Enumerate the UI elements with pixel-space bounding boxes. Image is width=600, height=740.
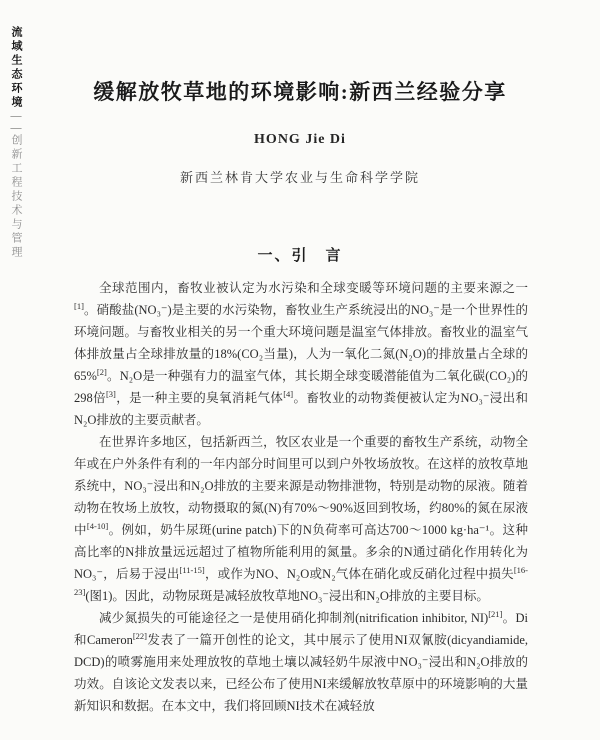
paper-title: 缓解放牧草地的环境影响:新西兰经验分享 xyxy=(93,80,507,104)
series-title-part2: 创新工程技术与管理 xyxy=(10,134,22,260)
paragraph-3: 减少氮损失的可能途径之一是使用硝化抑制剂(nitrification inhibitor, NI)[21]。Di和Cameron[22]发表了一篇开创性的论文，其中展示了使用NI双氰胺(dicyandiamide, DCD)的喷雾施用来处理放牧的草地土壤以减轻奶牛尿液中NO₃⁻浸出和N₂O排放的功效。自该论文发表以来，已经公布了使用NI来缓解放牧草原中的环境影响的大量新知识和数据。在本文中，我们将回顾NI技术在减轻放 xyxy=(74,608,529,713)
author-name: HONG Jie Di xyxy=(254,132,346,147)
body-text xyxy=(74,277,528,717)
section-heading-introduction: 一、引 言 xyxy=(257,248,343,264)
series-title-part1: 流域生态环境 xyxy=(10,26,22,110)
series-title-separator: —— xyxy=(10,110,22,134)
paragraph-2: 在世界许多地区，包括新西兰，牧区农业是一个重要的畜牧生产系统，动物全年或在户外条件有利的一年内部分时间里可以到户外牧场放牧。在这样的放牧草地系统中，NO₃⁻浸出和N₂O排放的主要来源是动物排泄物，特别是动物的尿液。随着动物在牧场上放牧，动物摄取的氮(N)有70%～90%返回到牧场，约80%的氮在尿液中[4-10]。例如，奶牛尿斑(urine patch)下的N负荷率可高达700～1000 kg·ha⁻¹。这种高比率的N排放量远远超过了植物所能利用的氮量。多余的N通过硝化作用转化为NO₃⁻，后易于浸出[11-15]，或作为NO、N₂O或N₂气体在硝化或反硝化过程中损失[16-23](图1)。因此，动物尿斑是减轻放牧草地NO₃⁻浸出和N₂O排放的主要目标。 xyxy=(74,435,528,603)
paragraph-1: 全球范围内，畜牧业被认定为水污染和全球变暖等环境问题的主要来源之一[1]。硝酸盐(NO₃⁻)是主要的水污染物，畜牧业生产系统浸出的NO₃⁻是一个世界性的环境问题。与畜牧业相关的另一个重大环境问题是温室气体排放。畜牧业的温室气体排放量占全球排放量的18%(CO₂当量)，人为一氧化二氮(N₂O)的排放量占全球的65%[2]。N₂O是一种强有力的温室气体，其长期全球变暖潜能值为二氧化碳(CO₂)的298倍[3]，是一种主要的臭氧消耗气体[4]。畜牧业的动物粪便被认定为NO₃⁻浸出和N₂O排放的主要贡献者。 xyxy=(74,281,528,427)
author-affiliation: 新西兰林肯大学农业与生命科学学院 xyxy=(179,170,420,185)
